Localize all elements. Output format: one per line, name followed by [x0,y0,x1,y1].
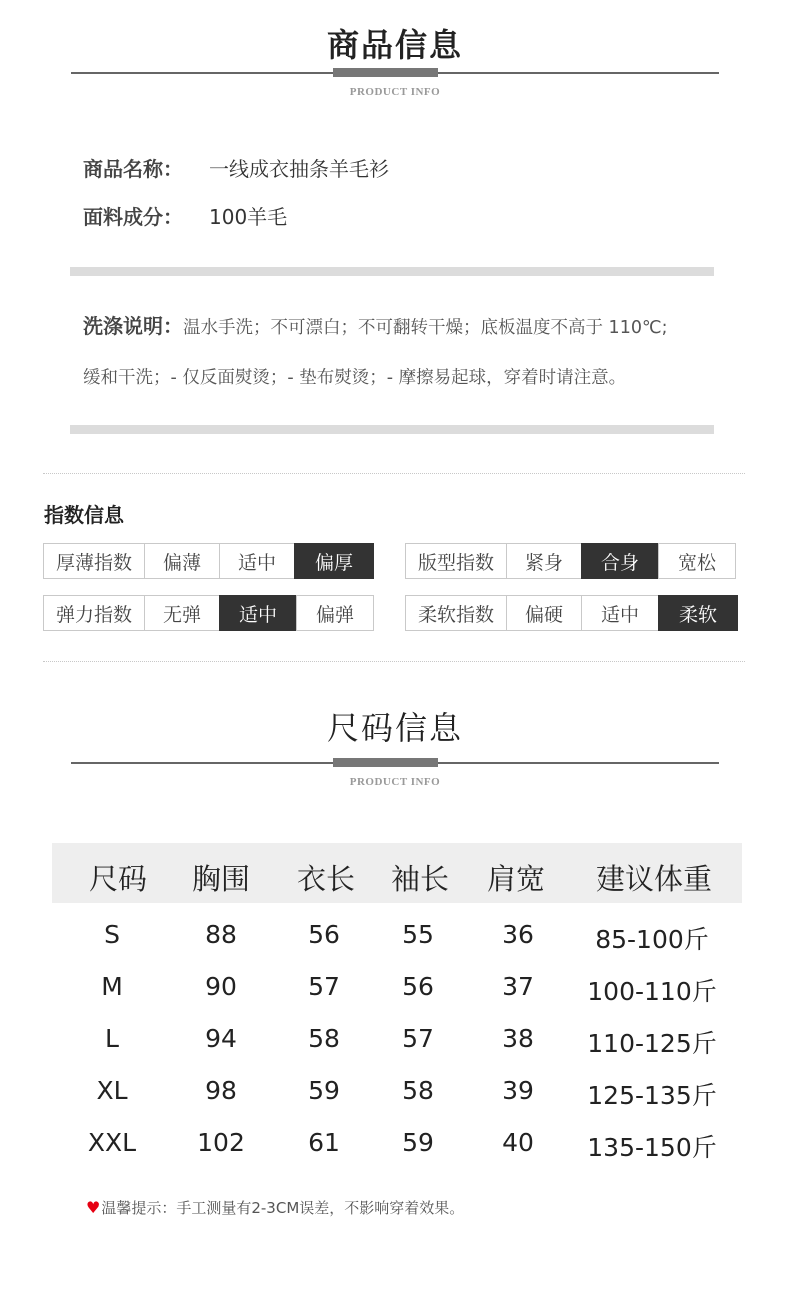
weight-cell: 135-150斤 [587,1133,717,1162]
fabric-row [83,201,287,230]
shoulder-cell: 39 [502,1076,534,1105]
shoulder-cell: 38 [502,1024,534,1053]
table-row [52,1064,742,1116]
index-option: 宽松 [658,543,736,579]
table-row [52,1012,742,1064]
size-header-cell: 衣长 [296,862,355,896]
length-cell: 56 [308,920,340,949]
chest-cell: 88 [205,920,237,949]
wash-text-1: 温水手洗；不可漂白；不可翻转干燥；底板温度不高于 110℃; [183,318,668,338]
size-header-cell: 建议体重 [595,862,712,896]
dotted-divider [43,661,745,662]
index-option: 紧身 [506,543,582,579]
size-header-cell: 袖长 [390,862,449,896]
shoulder-cell: 36 [502,920,534,949]
length-cell: 61 [308,1128,340,1157]
shoulder-cell: 37 [502,972,534,1001]
product-name-value: 一线成衣抽条羊毛衫 [209,157,389,181]
size-cell: L [105,1024,119,1053]
size-table-header [52,843,742,903]
weight-cell: 100-110斤 [587,977,717,1006]
index-option: 无弹 [144,595,220,631]
chest-cell: 90 [205,972,237,1001]
sleeve-cell: 59 [402,1128,434,1157]
index-group-thickness [43,543,374,579]
sleeve-cell: 55 [402,920,434,949]
chest-cell: 94 [205,1024,237,1053]
wash-label: 洗涤说明： [83,314,183,338]
dotted-divider [43,473,745,474]
wash-instructions-line2 [83,364,723,389]
size-section-title: 尺码信息 [326,709,463,747]
index-label: 版型指数 [405,543,507,579]
table-row [52,908,742,960]
index-option-selected: 柔软 [658,595,738,631]
index-option: 偏硬 [506,595,582,631]
index-label: 厚薄指数 [43,543,145,579]
chest-cell: 102 [197,1128,245,1157]
size-cell: XXL [87,1128,137,1157]
size-cell: S [104,920,120,949]
index-option: 适中 [219,543,295,579]
index-group-fit [405,543,736,579]
product-section-title: 商品信息 [326,26,463,64]
measurement-tip [86,1197,464,1218]
index-option: 偏弹 [296,595,374,631]
separator-band [70,425,714,434]
title-divider-accent [333,68,438,77]
wash-text-2: 缓和干洗；- 仅反面熨烫；- 垫布熨烫；- 摩擦易起球，穿着时请注意。 [83,368,627,388]
index-option-selected: 合身 [581,543,659,579]
wash-instructions-line1 [83,310,723,339]
size-cell: XL [96,1076,128,1105]
tip-text: 温馨提示：手工测量有2-3CM误差，不影响穿着效果。 [101,1199,465,1217]
index-label: 弹力指数 [43,595,145,631]
heart-icon: ♥ [86,1198,101,1217]
length-cell: 58 [308,1024,340,1053]
product-section-subtitle: PRODUCT INFO [349,86,441,98]
table-row [52,1116,742,1168]
weight-cell: 110-125斤 [587,1029,717,1058]
product-name-label: 商品名称： [83,157,183,181]
weight-cell: 125-135斤 [587,1081,717,1110]
index-group-softness [405,595,738,631]
index-option-selected: 偏厚 [294,543,374,579]
sleeve-cell: 56 [402,972,434,1001]
index-option: 偏薄 [144,543,220,579]
separator-band [70,267,714,276]
size-header-cell: 胸围 [191,862,250,896]
product-name-row [83,153,389,182]
size-header-cell: 尺码 [88,862,147,896]
title-divider-accent [333,758,438,767]
weight-cell: 85-100斤 [595,925,709,954]
index-option: 适中 [581,595,659,631]
fabric-label: 面料成分： [83,205,183,229]
index-group-elasticity [43,595,374,631]
shoulder-cell: 40 [502,1128,534,1157]
fabric-value: 100羊毛 [209,205,288,229]
table-row [52,960,742,1012]
index-option-selected: 适中 [219,595,297,631]
size-header-cell: 肩宽 [486,862,545,896]
sleeve-cell: 58 [402,1076,434,1105]
length-cell: 59 [308,1076,340,1105]
index-label: 柔软指数 [405,595,507,631]
size-cell: M [101,972,123,1001]
chest-cell: 98 [205,1076,237,1105]
length-cell: 57 [308,972,340,1001]
sleeve-cell: 57 [402,1024,434,1053]
size-section-subtitle: PRODUCT INFO [349,776,441,788]
index-heading: 指数信息 [44,503,124,527]
